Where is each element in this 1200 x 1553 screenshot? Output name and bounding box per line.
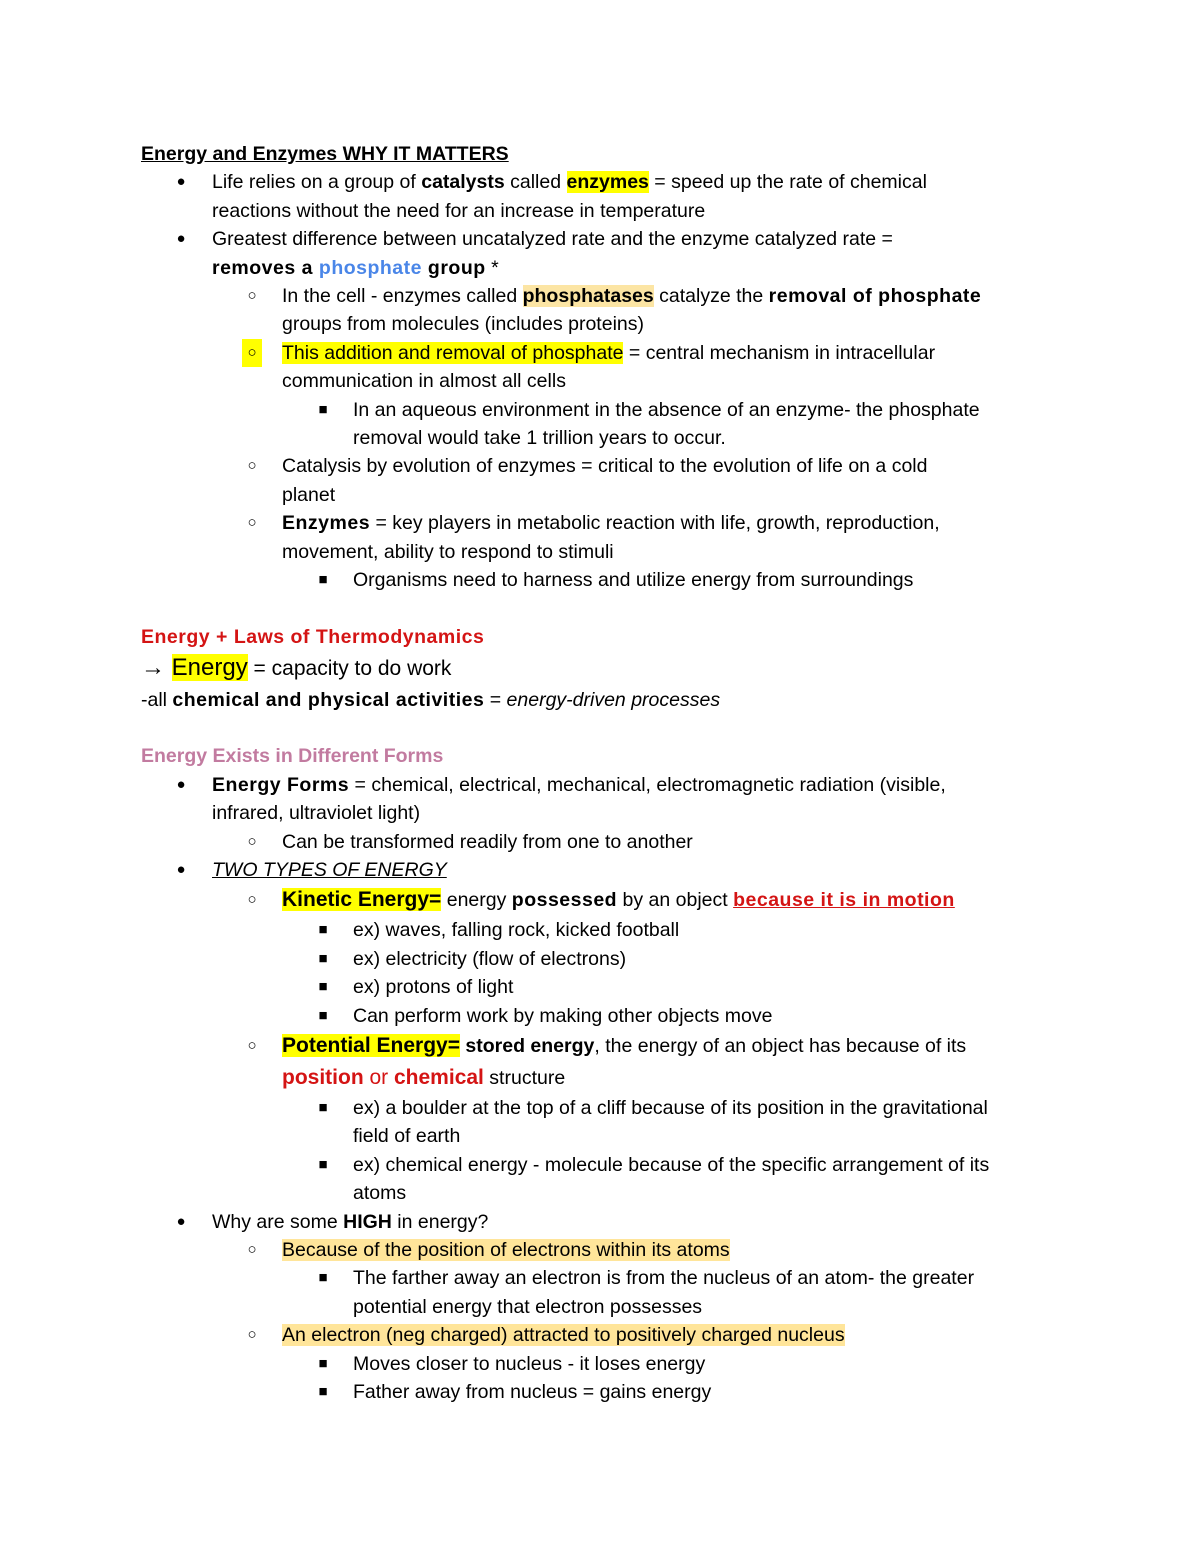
text: * xyxy=(485,256,499,279)
text: by an object xyxy=(617,889,734,912)
bullet-circle-icon: ○ xyxy=(247,1241,257,1258)
bullet-dot-icon: ● xyxy=(176,860,186,878)
bold-text: stored energy xyxy=(459,1034,595,1057)
text: structure xyxy=(483,1066,566,1089)
red-text: position xyxy=(282,1065,364,1089)
text: Can perform work by making other objects move xyxy=(353,1004,773,1027)
subbullet-transformed xyxy=(141,828,1071,856)
section-title-forms xyxy=(141,742,1071,770)
bullet-circle-icon: ○ xyxy=(247,1326,257,1344)
heading-text: Energy Exists in Different Forms xyxy=(141,745,444,768)
text: ex) chemical energy - molecule because of the specific arrangement of its xyxy=(353,1153,990,1176)
activities-line xyxy=(141,686,1071,714)
text: planet xyxy=(282,483,336,506)
highlight-phosphatases: phosphatases xyxy=(522,285,654,308)
bullet-dot-icon: ● xyxy=(176,775,186,793)
subsubbullet-farther xyxy=(141,1264,1071,1321)
bullet-square-icon: ■ xyxy=(318,1269,328,1287)
bullet-circle-icon: ○ xyxy=(247,832,257,850)
highlight-potential: Potential Energy= xyxy=(282,1033,460,1057)
text: = central mechanism in intracellular xyxy=(623,341,936,364)
text: ex) protons of light xyxy=(353,976,514,999)
text: Can be transformed readily from one to another xyxy=(282,830,693,853)
text: = speed up the rate of chemical xyxy=(648,171,927,194)
text: Greatest difference between uncatalyzed rate and the enzyme catalyzed rate = xyxy=(212,228,893,251)
bullet-square-icon: ■ xyxy=(318,921,328,939)
kinetic-example-3 xyxy=(141,973,1071,1001)
kinetic-example-2 xyxy=(141,945,1071,973)
bold-text: Enzymes xyxy=(282,512,371,535)
bold-text: group xyxy=(422,256,486,279)
kinetic-example-1 xyxy=(141,916,1071,944)
highlight-text: Because of the position of electrons within its atoms xyxy=(282,1239,730,1261)
text: ex) waves, falling rock, kicked football xyxy=(353,919,680,942)
subbullet-potential xyxy=(141,1030,1071,1094)
bullet-square-icon: ■ xyxy=(318,978,328,996)
bullet-rate-difference xyxy=(141,225,1071,282)
subsubbullet-closer xyxy=(141,1350,1071,1378)
text: = xyxy=(484,688,507,711)
text: In an aqueous environment in the absence of an enzyme- the phosphate xyxy=(353,398,980,421)
text: potential energy that electron possesses xyxy=(353,1295,703,1318)
text: movement, ability to respond to stimuli xyxy=(282,540,614,563)
text: removal would take 1 trillion years to occur. xyxy=(353,427,726,450)
italic-heading: TWO TYPES OF ENERGY xyxy=(212,858,447,881)
subbullet-addition-removal xyxy=(141,339,1071,396)
bullet-circle-icon: ○ xyxy=(247,1036,257,1054)
red-underlined-text: because it is in motion xyxy=(733,889,955,912)
text: ex) a boulder at the top of a cliff because of its position in the gravitational xyxy=(353,1096,988,1119)
text: atoms xyxy=(353,1182,407,1205)
energy-definition xyxy=(141,651,1071,686)
subbullet-catalysis xyxy=(141,452,1071,509)
bullet-dot-icon: ● xyxy=(176,1212,186,1230)
potential-example-2 xyxy=(141,1151,1071,1208)
bullet-square-icon: ■ xyxy=(318,1006,328,1024)
text: energy xyxy=(441,889,512,912)
bold-text: chemical and physical activities xyxy=(172,688,485,711)
bullet-square-icon: ■ xyxy=(318,571,328,589)
text: in energy? xyxy=(391,1210,489,1233)
text: = key players in metabolic reaction with life, growth, reproduction, xyxy=(370,512,940,535)
text: Life relies on a group of xyxy=(212,171,422,194)
section-title-thermodynamics xyxy=(141,623,1071,651)
bold-text: Energy Forms xyxy=(212,773,350,796)
text: The farther away an electron is from the nucleus of an atom- the greater xyxy=(353,1267,975,1290)
bullet-circle-icon: ○ xyxy=(247,457,257,475)
text: groups from molecules (includes proteins) xyxy=(282,313,644,336)
text: -all xyxy=(141,688,173,711)
text: infrared, ultraviolet light) xyxy=(212,802,421,825)
bullet-square-icon: ■ xyxy=(318,1155,328,1173)
bullet-circle-icon: ○ xyxy=(247,514,257,532)
red-text: chemical xyxy=(394,1065,484,1089)
spacer xyxy=(141,714,1071,742)
bullet-high-energy xyxy=(141,1208,1071,1236)
highlight-text: This addition and removal of phosphate xyxy=(282,341,624,364)
text: Why are some xyxy=(212,1210,344,1233)
subbullet-enzymes-key xyxy=(141,509,1071,566)
text: = capacity to do work xyxy=(247,656,452,680)
text: called xyxy=(504,171,567,194)
subbullet-kinetic xyxy=(141,884,1071,916)
spacer xyxy=(141,595,1071,623)
bullet-circle-icon: ○ xyxy=(242,339,262,367)
text: , the energy of an object has because of its xyxy=(594,1034,967,1057)
bullet-square-icon: ■ xyxy=(318,949,328,967)
bullet-square-icon: ■ xyxy=(318,1098,328,1116)
bullet-square-icon: ■ xyxy=(318,1383,328,1401)
text: Father away from nucleus = gains energy xyxy=(353,1381,712,1404)
subbullet-attracted xyxy=(141,1321,1071,1349)
text: field of earth xyxy=(353,1125,461,1148)
potential-example-1 xyxy=(141,1094,1071,1151)
bullet-two-types xyxy=(141,856,1071,884)
text: catalyze the xyxy=(653,285,769,308)
red-text: or xyxy=(363,1065,394,1089)
subbullet-electron-position xyxy=(141,1236,1071,1264)
italic-text: energy-driven processes xyxy=(506,688,721,711)
text: ex) electricity (flow of electrons) xyxy=(353,947,627,970)
subsubbullet-aqueous xyxy=(141,396,1071,453)
heading-text: Energy + Laws of Thermodynamics xyxy=(141,625,485,648)
bold-text: catalysts xyxy=(421,171,505,194)
highlight-text: An electron (neg charged) attracted to positively charged nucleus xyxy=(282,1324,845,1347)
text: Catalysis by evolution of enzymes = critical to the evolution of life on a cold xyxy=(282,455,928,478)
bullet-square-icon: ■ xyxy=(318,400,328,418)
bold-text: removal of phosphate xyxy=(768,285,982,308)
bullet-energy-forms xyxy=(141,771,1071,828)
text: Organisms need to harness and utilize energy from surroundings xyxy=(353,569,914,592)
document-body xyxy=(141,140,1071,1406)
subsubbullet-organisms xyxy=(141,566,1071,594)
section-title-enzymes: Energy and Enzymes WHY IT MATTERS xyxy=(141,143,509,165)
bullet-square-icon: ■ xyxy=(318,1354,328,1372)
text: communication in almost all cells xyxy=(282,370,566,393)
text: reactions without the need for an increase in temperature xyxy=(212,199,706,222)
subbullet-phosphatases xyxy=(141,282,1071,339)
text: = chemical, electrical, mechanical, electromagnetic radiation (visible, xyxy=(349,773,946,796)
highlight-enzymes: enzymes xyxy=(566,171,649,194)
phosphate-term: phosphate xyxy=(318,256,422,279)
bold-text: removes a xyxy=(212,256,319,279)
kinetic-example-4 xyxy=(141,1002,1071,1030)
subsubbullet-away xyxy=(141,1378,1071,1406)
bold-text: HIGH xyxy=(343,1210,392,1233)
bullet-circle-icon: ○ xyxy=(247,891,257,909)
bold-text: possessed xyxy=(511,889,618,912)
bullet-dot-icon: ● xyxy=(176,173,186,191)
text: In the cell - enzymes called xyxy=(282,285,523,308)
bullet-circle-icon: ○ xyxy=(247,287,257,305)
highlight-energy: Energy xyxy=(171,653,248,681)
highlight-kinetic: Kinetic Energy= xyxy=(282,888,442,912)
text: Moves closer to nucleus - it loses energy xyxy=(353,1352,706,1375)
bullet-catalysts xyxy=(141,168,1071,225)
arrow-icon: → xyxy=(141,653,172,681)
bullet-dot-icon: ● xyxy=(176,230,186,248)
